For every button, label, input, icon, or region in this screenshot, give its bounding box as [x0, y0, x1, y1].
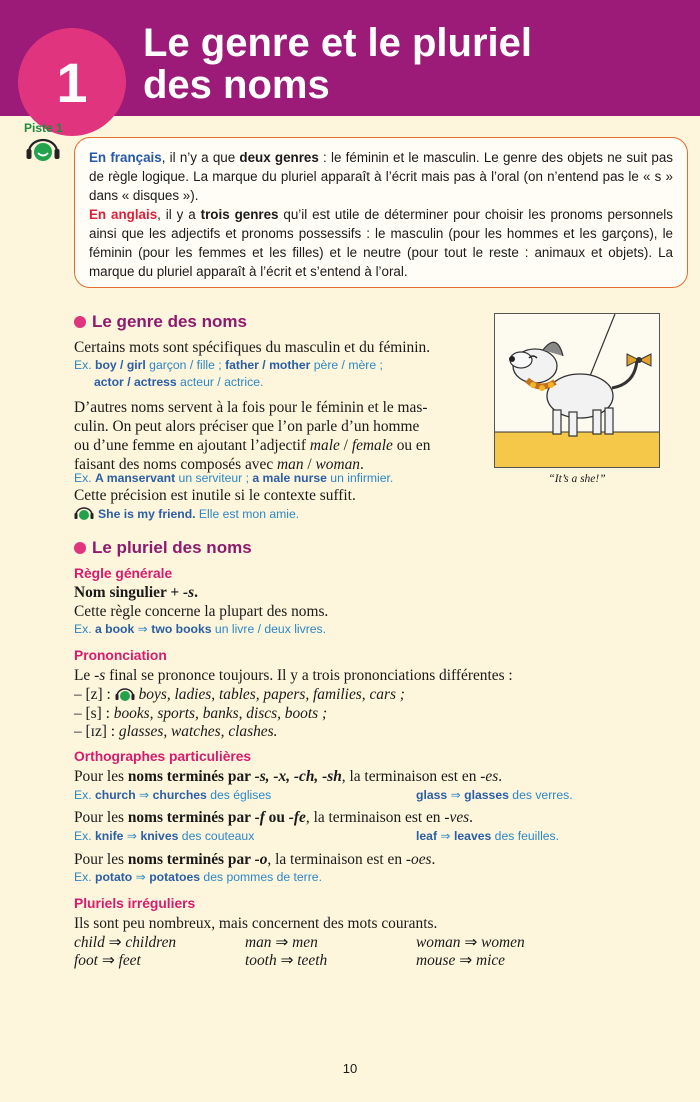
pron-s-line: – [s] : books, sports, banks, discs, boots ;: [74, 705, 328, 722]
bullet-dot-icon: [74, 542, 86, 554]
headphones-icon[interactable]: [115, 688, 135, 702]
pron-z-line: – [z] : boys, ladies, tables, papers, families, cars ;: [74, 686, 405, 703]
page-number: 10: [342, 1061, 358, 1076]
ortho-example-1b: glass ⇒ glasses des verres.: [416, 788, 573, 802]
ortho-example-2b: leaf ⇒ leaves des feuilles.: [416, 829, 560, 843]
chapter-number-badge: 1: [18, 28, 126, 136]
ortho-example-1a: Ex. church ⇒ churches des églises: [74, 788, 272, 802]
irregular-pair: tooth ⇒ teeth: [245, 952, 328, 969]
intro-english-paragraph: En anglais, il y a trois genres qu’il est utile de déterminer pour choisir les pronoms personnels ainsi que les adjectifs et pronoms possessifs : le masculin (pour les hommes et les garçons), le féminin (pour les femmes et les filles) et le neutre (pour tout le reste : animaux et objets). La marque du pluriel apparaît à l’écrit et s’entend à l’oral.: [89, 207, 673, 279]
genre-paragraph-3: Cette précision est inutile si le contexte suffit.: [74, 487, 356, 504]
ortho-example-2a: Ex. knife ⇒ knives des couteaux: [74, 829, 255, 843]
genre-example-3: She is my friend. Elle est mon amie.: [74, 506, 484, 523]
genre-example-2: Ex. A manservant un serviteur ; a male nurse un infirmier.: [74, 471, 394, 485]
irregular-pair: mouse ⇒ mice: [416, 952, 506, 969]
pron-text: Le -s final se prononce toujours. Il y a trois prononciations différentes :: [74, 667, 513, 684]
ortho-rule-2: Pour les noms terminés par -f ou -fe, la terminaison est en -ves.: [74, 809, 473, 826]
section-heading-genre: Le genre des noms: [74, 312, 247, 332]
intro-french-paragraph: En français, il n’y a que deux genres : le féminin et le masculin. Le genre des objets ne suit pas de règle logique. La marque du pluriel apparaît à l’écrit mais pas à l’oral (on n’entend pas le « s » dans « disques »).: [89, 150, 674, 203]
regle-text: Cette règle concerne la plupart des noms.: [74, 603, 329, 620]
irregular-pair: woman ⇒ women: [416, 934, 525, 951]
regle-example: Ex. a book ⇒ two books un livre / deux livres.: [74, 622, 327, 636]
subheading-regle-generale: Règle générale: [74, 566, 173, 581]
irreg-text: Ils sont peu nombreux, mais concernent des mots courants.: [74, 915, 438, 932]
section-heading-pluriel: Le pluriel des noms: [74, 538, 252, 558]
dog-cartoon-image: [495, 314, 660, 468]
chapter-title: Le genre et le pluriel des noms: [143, 21, 533, 107]
irregular-pair: foot ⇒ feet: [74, 952, 141, 969]
dog-illustration: [494, 313, 660, 468]
genre-paragraph-2: D’autres noms servent à la fois pour le féminin et le mas- culin. On peut alors préciser que l’on parle d’un homme ou d’une femme en ajoutant l’adjectif male / female ou en faisant des noms composés avec man / woman.: [74, 399, 431, 473]
regle-rule: Nom singulier + -s.: [74, 584, 198, 601]
bullet-dot-icon: [74, 316, 86, 328]
ortho-example-3: Ex. potato ⇒ potatoes des pommes de terre.: [74, 870, 322, 884]
genre-example-1: Ex. boy / girl garçon / fille ; father / mother père / mère ;: [74, 358, 383, 372]
irregular-pair: child ⇒ children: [74, 934, 177, 951]
subheading-prononciation: Prononciation: [74, 648, 167, 663]
ortho-rule-3: Pour les noms terminés par -o, la terminaison est en -oes.: [74, 851, 436, 868]
subheading-pluriels-irreguliers: Pluriels irréguliers: [74, 896, 196, 911]
headphones-icon[interactable]: [25, 138, 61, 162]
subheading-orthographes: Orthographes particulières: [74, 749, 252, 764]
audio-track-label: Piste 1: [24, 121, 63, 135]
genre-example-1-line2: actor / actress acteur / actrice.: [94, 375, 264, 389]
illustration-caption: “It’s a she!”: [548, 473, 606, 485]
intro-box: [74, 137, 688, 288]
headphones-icon[interactable]: [74, 507, 94, 521]
ortho-rule-1: Pour les noms terminés par -s, -x, -ch, -sh, la terminaison est en -es.: [74, 768, 503, 785]
irregular-pair: man ⇒ men: [245, 934, 318, 951]
genre-paragraph-1: Certains mots sont spécifiques du masculin et du féminin.: [74, 339, 431, 356]
pron-iz-line: – [ɪz] : glasses, watches, clashes.: [74, 723, 278, 740]
